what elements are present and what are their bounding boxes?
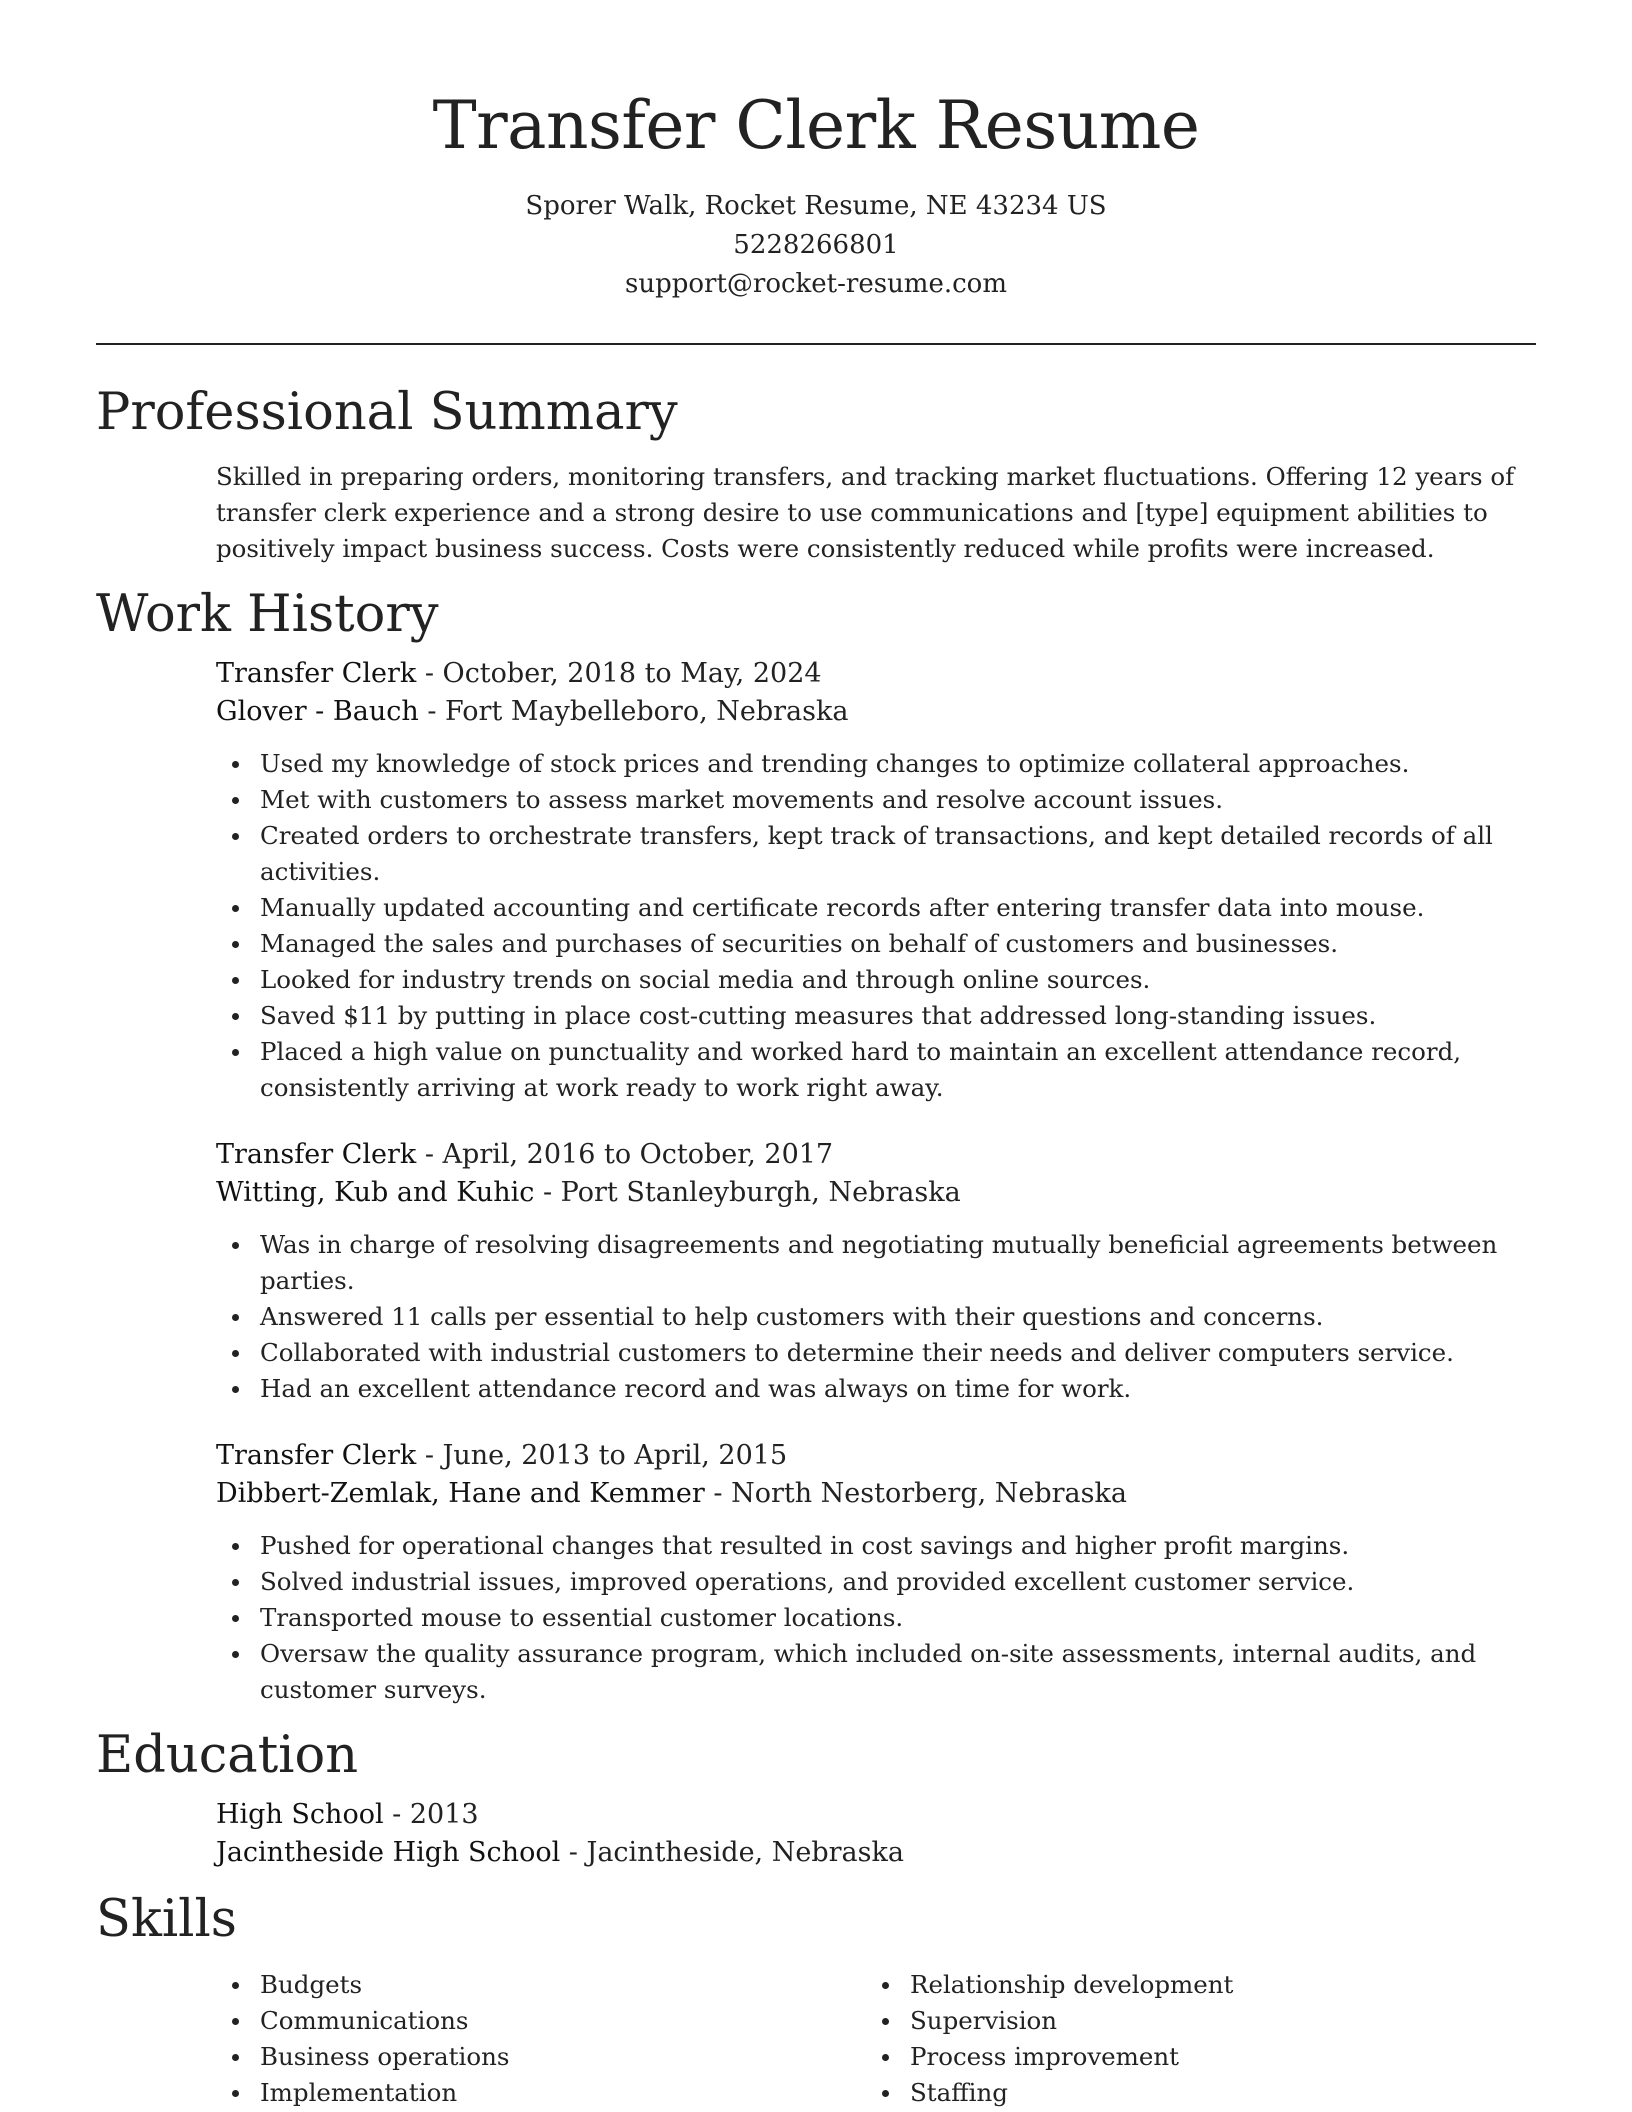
contact-address: Sporer Walk, Rocket Resume, NE 43234 US — [525, 191, 1107, 221]
job-role: Transfer Clerk — [216, 1139, 417, 1170]
job-duties-list — [216, 1227, 1536, 1407]
education-location: - Jacintheside, Nebraska — [560, 1837, 904, 1868]
list-item: Managed the sales and purchases of securities on behalf of customers and businesses. — [260, 926, 1536, 962]
skill-item: Supervision — [910, 2003, 1510, 2039]
list-item: Placed a high value on punctuality and worked hard to maintain an excellent attendance record, consistently arriving at work ready to work right away. — [260, 1034, 1536, 1106]
education-year: - 2013 — [383, 1799, 479, 1830]
job-dates: - April, 2016 to October, 2017 — [416, 1139, 834, 1170]
skill-item: Budgets — [260, 1967, 866, 2003]
skills-section — [96, 1888, 1536, 2111]
job-role: Transfer Clerk — [216, 1440, 417, 1471]
education-degree-line — [216, 1796, 1536, 1834]
list-item: Oversaw the quality assurance program, which included on-site assessments, internal audits, and customer surveys. — [260, 1636, 1536, 1708]
list-item: Had an excellent attendance record and was always on time for work. — [260, 1371, 1536, 1407]
resume-header — [96, 0, 1536, 304]
skills-list-right — [866, 1967, 1510, 2111]
summary-section — [96, 381, 1536, 567]
list-item: Met with customers to assess market movements and resolve account issues. — [260, 782, 1536, 818]
job-company: Dibbert-Zemlak, Hane and Kemmer — [216, 1478, 705, 1509]
skills-heading: Skills — [96, 1890, 237, 1949]
list-item: Collaborated with industrial customers to determine their needs and deliver computers service. — [260, 1335, 1536, 1371]
education-degree: High School — [216, 1799, 384, 1830]
job-company: Witting, Kub and Kuhic — [216, 1177, 535, 1208]
job-title-line — [216, 1136, 1536, 1174]
skill-item: Implementation — [260, 2075, 866, 2111]
job-entry — [216, 1136, 1536, 1407]
list-item: Used my knowledge of stock prices and trending changes to optimize collateral approaches. — [260, 746, 1536, 782]
list-item: Transported mouse to essential customer locations. — [260, 1600, 1536, 1636]
skill-item: Business operations — [260, 2039, 866, 2075]
resume-title: Transfer Clerk Resume — [432, 87, 1200, 164]
summary-heading: Professional Summary — [96, 383, 678, 442]
job-company-line — [216, 1475, 1536, 1513]
job-company-line — [216, 693, 1536, 731]
education-school-line — [216, 1834, 1536, 1872]
education-school: Jacintheside High School — [216, 1837, 561, 1868]
summary-text: Skilled in preparing orders, monitoring transfers, and tracking market fluctuations. Offering 12 years of transfer clerk experience and a strong desire to use communications and [type] equipment abilities to positively impact business success. Costs were consistently reduced while profits were increased. — [216, 462, 1515, 563]
resume-page — [96, 0, 1536, 2111]
job-role: Transfer Clerk — [216, 658, 417, 689]
list-item: Saved $11 by putting in place cost-cutting measures that addressed long-standing issues. — [260, 998, 1536, 1034]
job-title-line — [216, 1437, 1536, 1475]
job-title-line — [216, 655, 1536, 693]
list-item: Looked for industry trends on social media and through online sources. — [260, 962, 1536, 998]
skill-item: Relationship development — [910, 1967, 1510, 2003]
job-dates: - June, 2013 to April, 2015 — [416, 1440, 788, 1471]
job-company-line — [216, 1174, 1536, 1212]
skill-item: Staffing — [910, 2075, 1510, 2111]
skill-item: Communications — [260, 2003, 866, 2039]
skill-item: Process improvement — [910, 2039, 1510, 2075]
job-location: - Fort Maybelleboro, Nebraska — [418, 696, 849, 727]
list-item: Solved industrial issues, improved operations, and provided excellent customer service. — [260, 1564, 1536, 1600]
job-entry — [216, 655, 1536, 1106]
list-item: Answered 11 calls per essential to help customers with their questions and concerns. — [260, 1299, 1536, 1335]
list-item: Created orders to orchestrate transfers, kept track of transactions, and kept detailed records of all activities. — [260, 818, 1536, 890]
skills-list-left — [216, 1967, 866, 2111]
header-divider — [96, 343, 1536, 345]
job-location: - Port Stanleyburgh, Nebraska — [534, 1177, 961, 1208]
work-history-section — [96, 583, 1536, 1708]
skills-columns — [216, 1967, 1536, 2111]
work-history-heading: Work History — [96, 585, 439, 644]
job-location: - North Nestorberg, Nebraska — [704, 1478, 1127, 1509]
job-company: Glover - Bauch — [216, 696, 419, 727]
contact-phone: 5228266801 — [733, 230, 899, 260]
education-heading: Education — [96, 1726, 359, 1785]
list-item: Was in charge of resolving disagreements and negotiating mutually beneficial agreements between parties. — [260, 1227, 1536, 1299]
list-item: Pushed for operational changes that resulted in cost savings and higher profit margins. — [260, 1528, 1536, 1564]
job-duties-list — [216, 1528, 1536, 1708]
job-dates: - October, 2018 to May, 2024 — [416, 658, 822, 689]
job-duties-list — [216, 746, 1536, 1106]
job-entry — [216, 1437, 1536, 1708]
contact-email: support@rocket-resume.com — [624, 269, 1007, 299]
education-section — [96, 1724, 1536, 1872]
list-item: Manually updated accounting and certificate records after entering transfer data into mouse. — [260, 890, 1536, 926]
